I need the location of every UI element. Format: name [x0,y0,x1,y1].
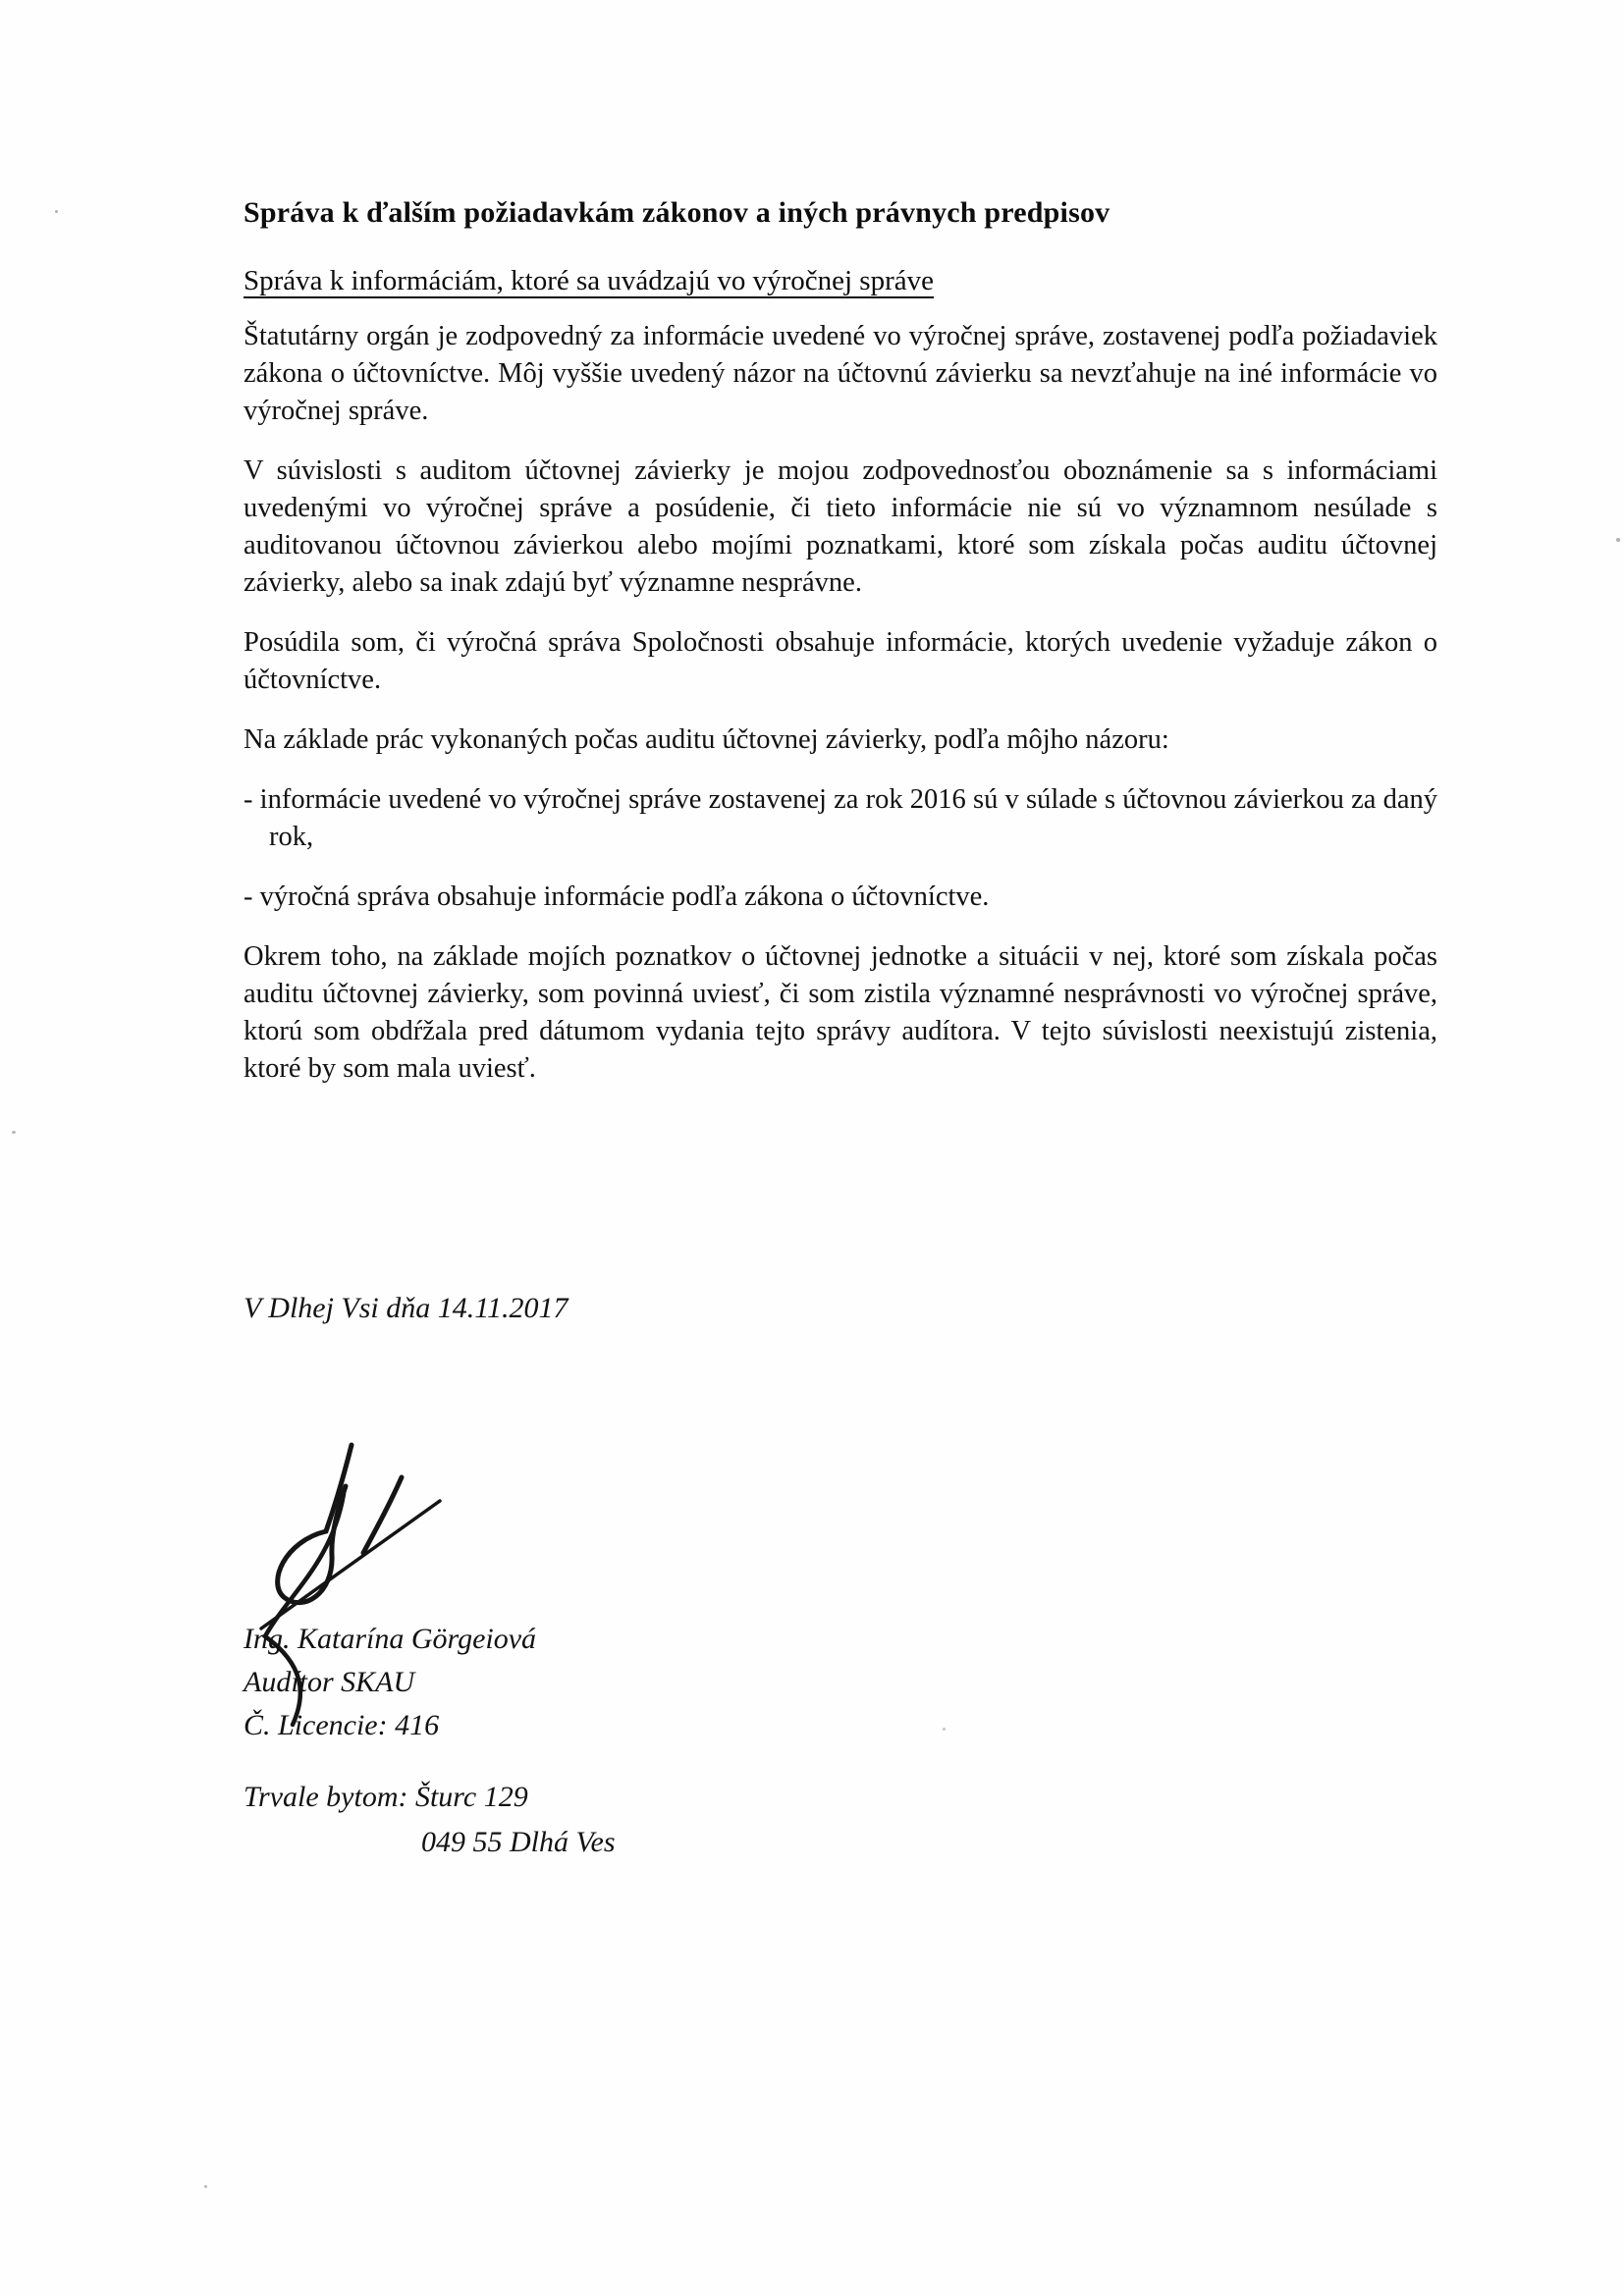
scan-speck [943,1728,946,1731]
scan-speck [1616,538,1620,542]
residence-line1: Trvale bytom: Šturc 129 [244,1781,528,1813]
residence-line2: 049 55 Dlhá Ves [421,1826,616,1858]
scan-speck [204,2185,207,2188]
paragraph-audit-scope: V súvislosti s auditom účtovnej závierky je mojou zodpovednosťou oboznámenie sa s informáciami uvedenými vo výročnej správe a posúdenie, či tieto informácie nie sú vo významnom nesúlade s auditovanou účtovnou závierkou alebo mojími poznatkami, ktoré som získala počas auditu účtovnej závierky, alebo sa inak zdajú byť významne nesprávne. [244,455,1437,598]
signatory-licence: Č. Licencie: 416 [244,1709,440,1741]
bullet-item-compliance: - výročná správa obsahuje informácie podľa zákona o účtovníctve. [244,881,990,912]
signatory-name: Ing. Katarína Görgeiová [244,1623,537,1655]
paragraph-responsibility: Štatutárny orgán je zodpovedný za informácie uvedené vo výročnej správe, zostavenej podľa požiadaviek zákona o účtovníctve. Môj vyššie uvedený názor na účtovnú závierku sa nevzťahuje na iné informácie vo výročnej správe. [244,321,1437,426]
residence-block [244,1775,616,1865]
subsection-heading: Správa k informáciám, ktoré sa uvádzajú vo výročnej správe [244,265,934,296]
bullet-item-consistency: - informácie uvedené vo výročnej správe zostavenej za rok 2016 sú v súlade s účtovnou závierkou za daný rok, [244,784,1437,852]
scan-speck [55,210,58,213]
scan-speck [12,1131,16,1134]
signatory-role: Audítor SKAU [244,1666,415,1698]
report-body [244,196,1437,1088]
paragraph-assessment: Posúdila som, či výročná správa Spoločnosti obsahuje informácie, ktorých uvedenie vyžaduje zákon o účtovníctve. [244,627,1437,695]
paragraph-opinion-intro: Na základe prác vykonaných počas auditu účtovnej závierky, podľa môjho názoru: [244,724,1169,755]
date-place-line: V Dlhej Vsi dňa 14.11.2017 [244,1292,568,1324]
signatory-block [244,1618,536,1747]
section-title: Správa k ďalším požiadavkám zákonov a iných právnych predpisov [244,196,1110,229]
paragraph-closing: Okrem toho, na základe mojích poznatkov o účtovnej jednotke a situácii v nej, ktoré som získala počas auditu účtovnej závierky, som povinná uviesť, či som zistila významné nesprávnosti vo výročnej správe, ktorú som obdŕžala pred dátumom vydania tejto správy audítora. V tejto súvislosti neexistujú zistenia, ktoré by som mala uviesť. [244,941,1437,1084]
